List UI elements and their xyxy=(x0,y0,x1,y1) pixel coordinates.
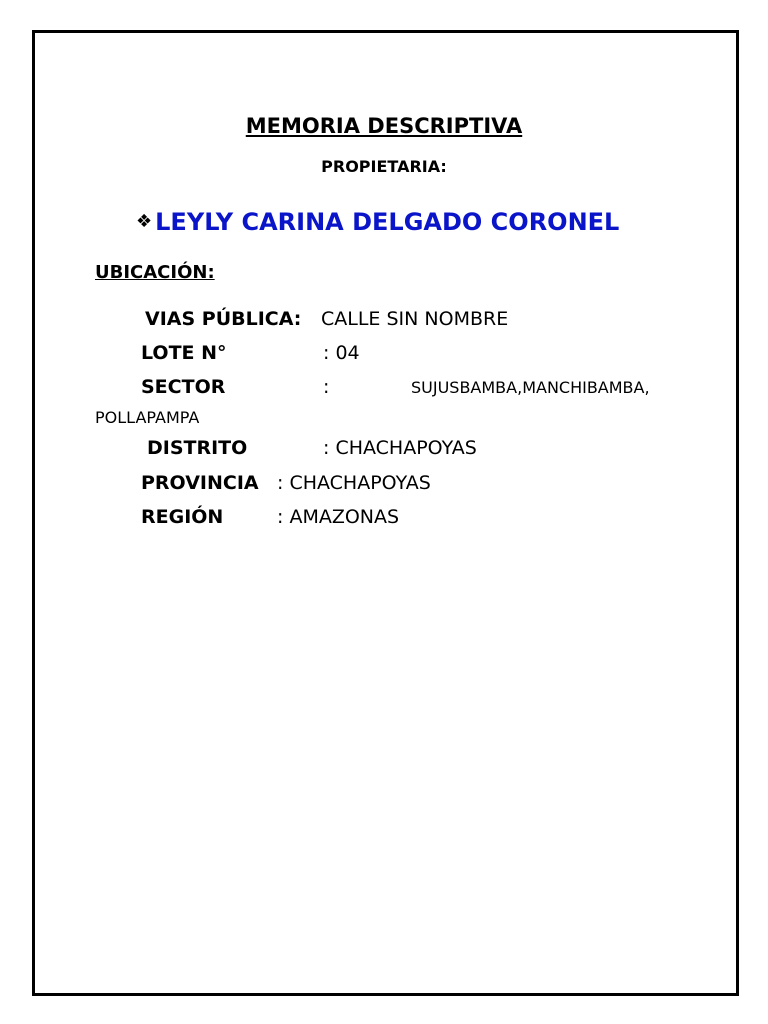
sector-value-line2: POLLAPAMPA xyxy=(95,408,200,427)
lote-value: : 04 xyxy=(323,342,360,364)
owner-name: LEYLY CARINA DELGADO CORONEL xyxy=(155,208,620,236)
sector-value-line1: SUJUSBAMBA,MANCHIBAMBA, xyxy=(411,378,650,397)
provincia-value: : CHACHAPOYAS xyxy=(277,472,431,494)
sector-colon: : xyxy=(323,376,330,398)
location-heading: UBICACIÓN: xyxy=(95,262,215,283)
diamond-bullet-icon: ❖ xyxy=(136,211,153,232)
vias-label: VIAS PÚBLICA: xyxy=(145,308,302,330)
distrito-label: DISTRITO xyxy=(147,437,248,459)
provincia-label: PROVINCIA xyxy=(141,472,259,494)
document-title: MEMORIA DESCRIPTIVA xyxy=(245,114,523,138)
region-value: : AMAZONAS xyxy=(277,506,400,528)
owner-line xyxy=(136,210,619,234)
region-label: REGIÓN xyxy=(141,506,224,528)
vias-value: CALLE SIN NOMBRE xyxy=(321,308,509,330)
owner-heading: PROPIETARIA: xyxy=(321,157,447,176)
lote-label: LOTE N° xyxy=(141,342,227,364)
distrito-value: : CHACHAPOYAS xyxy=(323,437,477,459)
sector-label: SECTOR xyxy=(141,376,226,398)
